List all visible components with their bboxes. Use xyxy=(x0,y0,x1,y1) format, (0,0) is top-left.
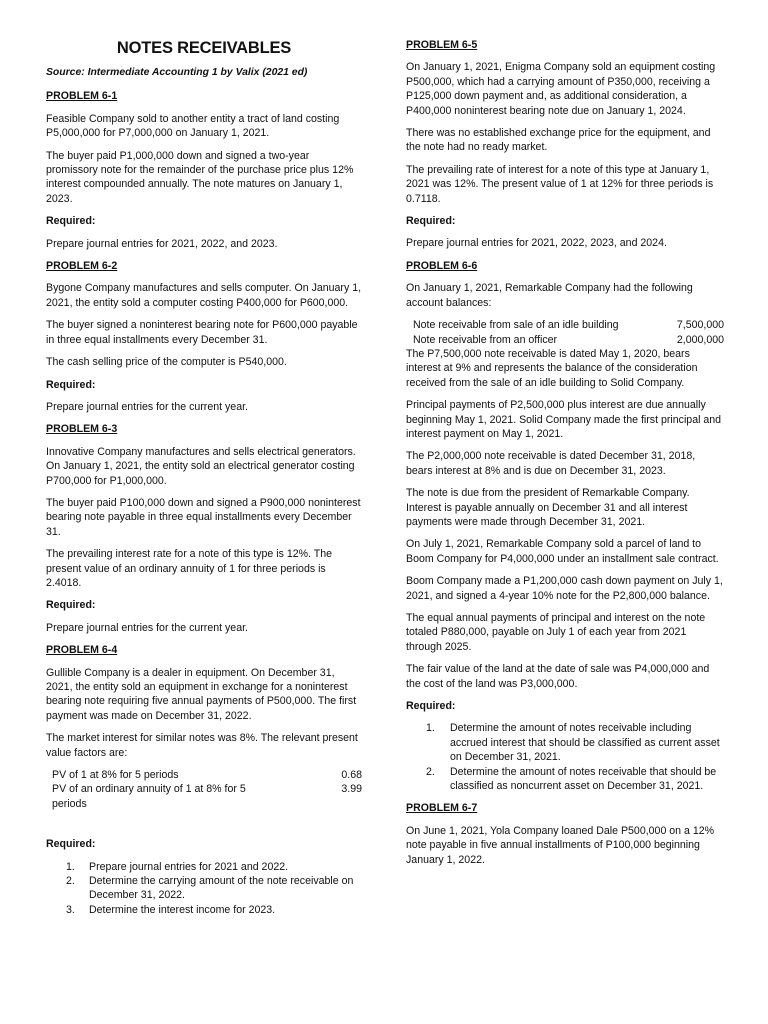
problem-6-6-paragraph: The P7,500,000 note receivable is dated May 1, 2020, bears interest at 9% and represents the balance of the consideration received from the sale of an idle building to Solid Company. xyxy=(406,347,698,389)
balance-value: 7,500,000 xyxy=(676,319,724,332)
list-text: Determine the amount of notes receivable that should be classified as noncurrent asset on December 31, 2021. xyxy=(450,765,717,793)
required-label: Required: xyxy=(46,838,96,851)
problem-6-5-required-text: Prepare journal entries for 2021, 2022, 2023, and 2024. xyxy=(406,237,667,250)
source-citation: Source: Intermediate Accounting 1 by Valix (2021 ed) xyxy=(46,67,308,78)
factor-value: 3.99 xyxy=(341,783,362,796)
problem-6-6-paragraph: The equal annual payments of principal and interest on the note totaled P880,000, payable on July 1 of each year from 2021 through 2025. xyxy=(406,612,706,653)
problem-6-6-paragraph: The fair value of the land at the date of sale was P4,000,000 and the cost of the land was P3,000,000. xyxy=(406,663,710,690)
problem-6-6-paragraph: The note is due from the president of Remarkable Company. Interest is payable annually on December 31 and all interest payments were made through December 31, 2021. xyxy=(406,487,690,528)
problem-6-2-paragraph: Bygone Company manufactures and sells computer. On January 1, 2021, the entity sold a computer costing P400,000 for P600,000. xyxy=(46,282,362,309)
problem-6-2-paragraph: The buyer signed a noninterest bearing note for P600,000 payable in three equal installments every December 31. xyxy=(46,319,358,346)
problem-6-4-heading: PROBLEM 6-4 xyxy=(46,644,118,657)
list-item xyxy=(46,860,362,874)
problem-6-5-paragraph: The prevailing rate of interest for a note of this type at January 1, 2021 was 12%. The present value of 1 at 12% for three periods is 0.7118. xyxy=(406,163,714,205)
problem-6-6-intro: On January 1, 2021, Remarkable Company had the following account balances: xyxy=(406,282,693,309)
problem-6-7-paragraph: On June 1, 2021, Yola Company loaned Dale P500,000 on a 12% note payable in five annual installments of P100,000 beginning January 1, 2022. xyxy=(406,824,715,866)
problem-6-3-paragraph: The buyer paid P100,000 down and signed a P900,000 noninterest bearing note payable in three equal installments every December 31. xyxy=(46,496,361,538)
problem-6-6-paragraph: On July 1, 2021, Remarkable Company sold a parcel of land to Boom Company for P4,000,000 under an installment sale contract. xyxy=(406,538,719,565)
problem-6-1-paragraph: The buyer paid P1,000,000 down and signed a two-year promissory note for the remainder of the purchase price plus 12% interest compounded annually. The note matures on January 1, 2023. xyxy=(46,149,354,205)
balance-label: Note receivable from sale of an idle building xyxy=(413,319,619,332)
problem-6-1-required-text: Prepare journal entries for 2021, 2022, and 2023. xyxy=(46,237,278,250)
list-item xyxy=(46,874,362,903)
problem-6-5-paragraph: There was no established exchange price for the equipment, and the note had no ready market. xyxy=(406,127,711,154)
problem-6-6-required-list xyxy=(406,721,724,793)
factor-row xyxy=(52,782,362,811)
list-text: Determine the interest income for 2023. xyxy=(89,903,276,916)
present-value-factors xyxy=(52,768,362,811)
list-number: 2. xyxy=(426,765,435,778)
problem-6-6-heading: PROBLEM 6-6 xyxy=(406,259,478,272)
problem-6-5-heading: PROBLEM 6-5 xyxy=(406,39,478,51)
problem-6-2-heading: PROBLEM 6-2 xyxy=(46,260,118,273)
problem-6-3-paragraph: Innovative Company manufactures and sells electrical generators. On January 1, 2021, the entity sold an electrical generator costing P700,000 for P1,000,000. xyxy=(46,445,356,487)
list-item xyxy=(406,765,724,794)
problem-6-6-paragraph: Principal payments of P2,500,000 plus interest are due annually beginning May 1, 2021. Solid Company made the first principal and interest payment on May 1, 2021. xyxy=(406,399,722,440)
problem-6-7-heading: PROBLEM 6-7 xyxy=(406,802,478,815)
required-label: Required: xyxy=(406,700,456,713)
factor-label: PV of 1 at 8% for 5 periods xyxy=(52,769,179,782)
problem-6-1-heading: PROBLEM 6-1 xyxy=(46,90,118,103)
problem-6-2-required-text: Prepare journal entries for the current year. xyxy=(46,400,248,413)
list-number: 3. xyxy=(66,903,75,916)
account-balances xyxy=(413,318,724,347)
list-text: Prepare journal entries for 2021 and 2022. xyxy=(89,860,289,873)
factor-label: PV of an ordinary annuity of 1 at 8% for 5 periods xyxy=(52,783,246,810)
list-text: Determine the carrying amount of the note receivable on December 31, 2022. xyxy=(89,875,354,902)
list-item xyxy=(46,903,362,917)
balance-label: Note receivable from an officer xyxy=(413,333,558,346)
right-column xyxy=(406,0,724,875)
required-label: Required: xyxy=(46,378,96,391)
factor-value: 0.68 xyxy=(341,769,362,782)
page-title: NOTES RECEIVABLES xyxy=(116,39,292,57)
list-number: 1. xyxy=(66,860,75,873)
problem-6-3-heading: PROBLEM 6-3 xyxy=(46,423,118,436)
problem-6-2-paragraph: The cash selling price of the computer is P540,000. xyxy=(46,356,287,369)
problem-6-6-paragraph: Boom Company made a P1,200,000 cash down payment on July 1, 2021, and signed a 4-year 10% note for the P2,800,000 balance. xyxy=(406,575,723,602)
required-label: Required: xyxy=(46,599,96,612)
balance-value: 2,000,000 xyxy=(676,333,724,346)
problem-6-3-paragraph: The prevailing interest rate for a note of this type is 12%. The present value of an ordinary annuity of 1 for three periods is 2.4018. xyxy=(46,548,332,589)
problem-6-4-required-list xyxy=(46,860,362,918)
factor-row xyxy=(52,768,362,782)
list-item xyxy=(406,721,724,764)
balance-row xyxy=(413,318,724,332)
balance-row xyxy=(413,333,724,347)
problem-6-3-required-text: Prepare journal entries for the current year. xyxy=(46,621,248,634)
required-label: Required: xyxy=(406,215,456,228)
left-column xyxy=(46,0,362,925)
problem-6-5-paragraph: On January 1, 2021, Enigma Company sold an equipment costing P500,000, which had a carrying amount of P350,000, receiving a P125,000 down payment and, as additional consideration, a P400,000 noninterest bearing note due on January 1, 2024. xyxy=(406,61,716,117)
problem-6-6-paragraph: The P2,000,000 note receivable is dated December 31, 2018, bears interest at 8% and is due on December 31, 2023. xyxy=(406,450,696,477)
list-text: Determine the amount of notes receivable including accrued interest that should be classified as current asset on December 31, 2021. xyxy=(450,722,720,764)
required-label: Required: xyxy=(46,215,96,228)
list-number: 2. xyxy=(66,875,75,888)
problem-6-1-paragraph: Feasible Company sold to another entity a tract of land costing P5,000,000 for P7,000,000 on January 1, 2021. xyxy=(46,112,340,140)
list-number: 1. xyxy=(426,722,435,735)
problem-6-4-paragraph: Gullible Company is a dealer in equipment. On December 31, 2021, the entity sold an equipment in exchange for a noninterest bearing note requiring five annual payments of P500,000. The first payment was made on December 31, 2022. xyxy=(46,666,357,722)
problem-6-4-paragraph: The market interest for similar notes was 8%. The relevant present value factors are: xyxy=(46,732,358,759)
